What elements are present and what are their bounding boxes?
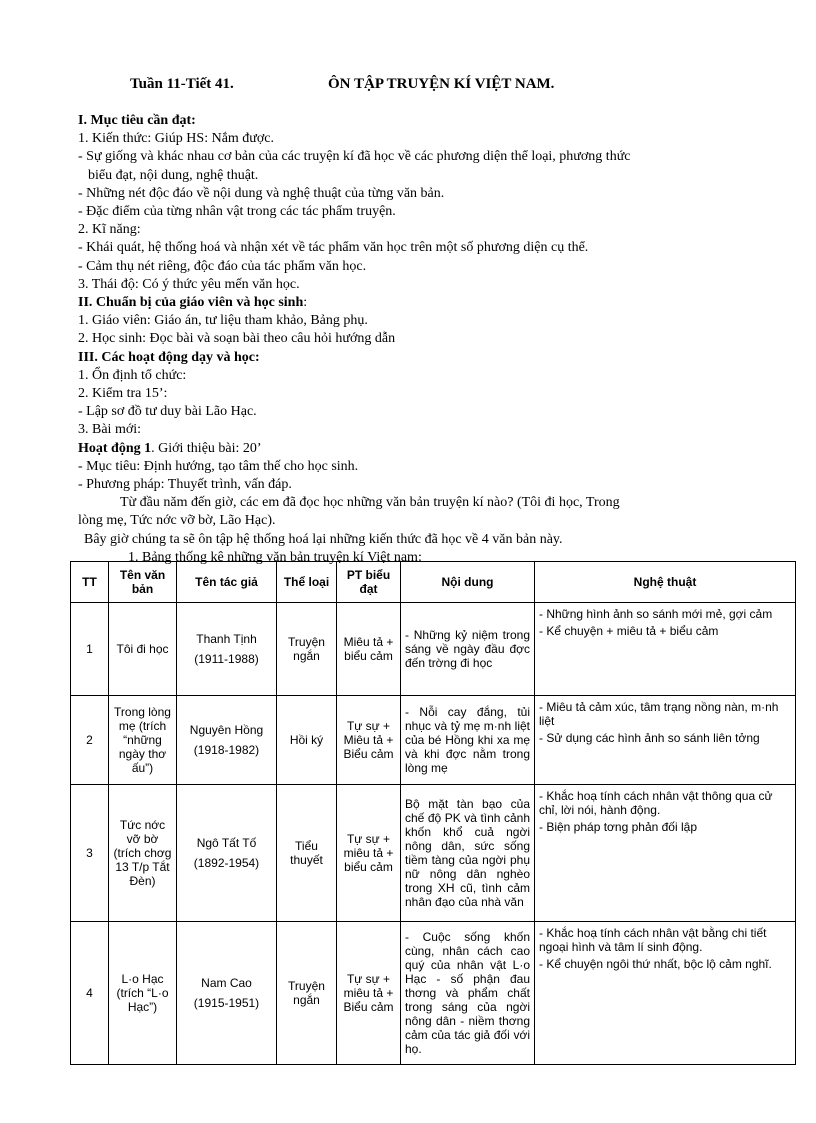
art-line: - Miêu tả cảm xúc, tâm trạng nồng nàn, m·nh liệt <box>539 700 779 728</box>
prep-item-1: 1. Giáo viên: Giáo án, tư liệu tham khảo, Bảng phụ. <box>78 313 368 329</box>
hd1-label: Hoạt động 1 <box>78 440 152 456</box>
header-tt: TT <box>71 562 109 603</box>
prep-heading-row <box>78 294 758 312</box>
activity-3: 3. Bài mới: <box>78 422 142 438</box>
cell-nghe-thuat <box>535 696 796 785</box>
activities-heading: III. Các hoạt động dạy và học: <box>78 349 260 365</box>
cell-noi-dung: - Cuộc sống khốn cùng, nhân cách cao quý của nhân vật L·o Hạc - số phận đau thơng và phẩm chất trong sáng của ngời nông dân - niềm thơng cảm của tác giả đối với họ. <box>401 922 535 1065</box>
art-line: - Khắc hoạ tính cách nhân vật bằng chi tiết ngoại hình và tâm lí sinh động. <box>539 926 767 954</box>
cell-ten: Trong lòng mẹ (trích “những ngày thơ ấu”) <box>109 696 177 785</box>
author-name: Nguyên Hồng <box>189 723 264 737</box>
author-name: Nam Cao <box>201 976 252 990</box>
art-line: - Sử dụng các hình ảnh so sánh liên tởng <box>539 731 760 745</box>
cell-nghe-thuat <box>535 603 796 696</box>
author-years: (1915-1951) <box>193 996 260 1010</box>
cell-ten: Tôi đi học <box>109 603 177 696</box>
intro-line-2: Bây giờ chúng ta sẽ ôn tập hệ thống hoá lại những kiến thức đã học về 4 văn bản này. <box>84 531 563 547</box>
cell-ten: Tức nớc vỡ bờ (trích chơg 13 T/p Tắt Đèn) <box>109 785 177 922</box>
knowledge-item-2: - Những nét độc đáo về nội dung và nghệ thuật của từng văn bản. <box>78 185 445 201</box>
header-the-loai: Thể loại <box>277 562 337 603</box>
cell-pt: Tự sự + miêu tả + Biểu cảm <box>337 922 401 1065</box>
activity-1: 1. Ổn định tổ chức: <box>78 367 187 383</box>
cell-pt: Tự sự + miêu tả + biểu cảm <box>337 785 401 922</box>
cell-the-loai: Truyện ngắn <box>277 922 337 1065</box>
cell-tac-gia <box>177 696 277 785</box>
cell-the-loai: Tiểu thuyết <box>277 785 337 922</box>
art-line: - Khắc hoạ tính cách nhân vật thông qua cử chỉ, lời nói, hành động. <box>539 789 773 817</box>
table-row <box>71 785 796 922</box>
lesson-body <box>78 112 758 567</box>
author-years: (1892-1954) <box>193 856 260 870</box>
knowledge-line: 1. Kiến thức: Giúp HS: Nắm được. <box>78 131 274 147</box>
art-line: - Kể chuyện ngôi thứ nhất, bộc lộ cảm nghĩ. <box>539 957 772 971</box>
table-row <box>71 603 796 696</box>
skills-item-2: - Cảm thụ nét riêng, độc đáo của tác phẩm văn học. <box>78 258 367 274</box>
attitude-line: 3. Thái độ: Có ý thức yêu mến văn học. <box>78 276 300 292</box>
table-header-row <box>71 562 796 603</box>
author-years: (1911-1988) <box>194 652 259 666</box>
hd1-method: - Phương pháp: Thuyết trình, vấn đáp. <box>78 477 292 493</box>
cell-nghe-thuat <box>535 922 796 1065</box>
header-tac-gia: Tên tác giả <box>177 562 277 603</box>
cell-tt: 3 <box>71 785 109 922</box>
cell-tt: 2 <box>71 696 109 785</box>
activity-2: 2. Kiểm tra 15’: <box>78 386 168 402</box>
intro-line-1b: lòng mẹ, Tức nớc vỡ bờ, Lão Hạc). <box>78 513 276 529</box>
header-nghe-thuat: Nghệ thuật <box>535 562 796 603</box>
table-row <box>71 922 796 1065</box>
hd1-goal: - Mục tiêu: Định hướng, tạo tâm thế cho học sinh. <box>78 458 359 474</box>
knowledge-item-1b: biểu đạt, nội dung, nghệ thuật. <box>88 167 259 183</box>
author-years: (1918-1982) <box>193 743 260 757</box>
skills-item-1: - Khái quát, hệ thống hoá và nhận xét về tác phẩm văn học trên một số phương diện cụ thể. <box>78 240 589 256</box>
knowledge-item-1a: - Sự giống và khác nhau cơ bản của các truyện kí đã học về các phương diện thể loại, phương thức <box>78 149 631 165</box>
prep-heading: II. Chuẩn bị của giáo viên và học sinh <box>78 295 304 311</box>
cell-tac-gia <box>177 922 277 1065</box>
summary-table <box>70 561 796 1065</box>
skills-line: 2. Kĩ năng: <box>78 222 141 238</box>
cell-tt: 4 <box>71 922 109 1065</box>
cell-tt: 1 <box>71 603 109 696</box>
cell-noi-dung: - Những kỷ niệm trong sáng về ngày đầu đợc đến trờng đi học <box>401 603 535 696</box>
lesson-label: Tuần 11-Tiết 41. <box>130 76 234 92</box>
knowledge-item-3: - Đặc điểm của từng nhân vật trong các tác phẩm truyện. <box>78 204 396 220</box>
intro-line-1a: Từ đầu năm đến giờ, các em đã đọc học những văn bản truyện kí nào? (Tôi đi học, Trong <box>120 495 620 511</box>
art-line: - Những hình ảnh so sánh mới mẻ, gợi cảm <box>539 607 773 621</box>
author-name: Thanh Tịnh <box>196 632 257 646</box>
cell-ten: L·o Hạc (trích “L·o Hạc”) <box>109 922 177 1065</box>
document-title: ÔN TẬP TRUYỆN KÍ VIỆT NAM. <box>328 76 555 92</box>
cell-pt: Miêu tả + biểu cảm <box>337 603 401 696</box>
header-ten-van-ban: Tên văn bản <box>109 562 177 603</box>
cell-the-loai: Truyện ngắn <box>277 603 337 696</box>
cell-the-loai: Hồi ký <box>277 696 337 785</box>
prep-heading-colon: : <box>303 295 308 311</box>
hd1-row <box>78 440 758 458</box>
art-line: - Kể chuyện + miêu tả + biểu cảm <box>539 624 719 638</box>
cell-noi-dung: - Nỗi cay đắng, tủi nhục và tỷ mẹ m·nh liệt của bé Hồng khi xa mẹ và khi đợc nằm trong lòng mẹ <box>401 696 535 785</box>
cell-noi-dung: Bộ mặt tàn bạo của chế độ PK và tình cảnh khốn khổ cuả ngời nông dân, sức sống tiềm tàng của ngời phụ nữ nông dân nghèo trong XH cũ, tình cảm nhân đạo của nhà văn <box>401 785 535 922</box>
cell-tac-gia <box>177 603 277 696</box>
art-line: - Biện pháp tơng phản đối lập <box>539 820 697 834</box>
cell-tac-gia <box>177 785 277 922</box>
header-noi-dung: Nội dung <box>401 562 535 603</box>
header-pt-bieu-dat: PT biểu đạt <box>337 562 401 603</box>
cell-pt: Tự sự + Miêu tả + Biểu cảm <box>337 696 401 785</box>
author-name: Ngô Tất Tố <box>196 836 257 850</box>
table-caption: 1. Bảng thống kê những văn bản truyện kí Việt nam: <box>128 549 422 565</box>
objectives-heading: I. Mục tiêu cần đạt: <box>78 113 196 128</box>
hd1-rest: . Giới thiệu bài: 20’ <box>151 440 262 456</box>
activity-2a: - Lập sơ đồ tư duy bài Lão Hạc. <box>78 404 257 420</box>
cell-nghe-thuat <box>535 785 796 922</box>
table-row <box>71 696 796 785</box>
prep-item-2: 2. Học sinh: Đọc bài và soạn bài theo câu hỏi hướng dẫn <box>78 331 396 347</box>
